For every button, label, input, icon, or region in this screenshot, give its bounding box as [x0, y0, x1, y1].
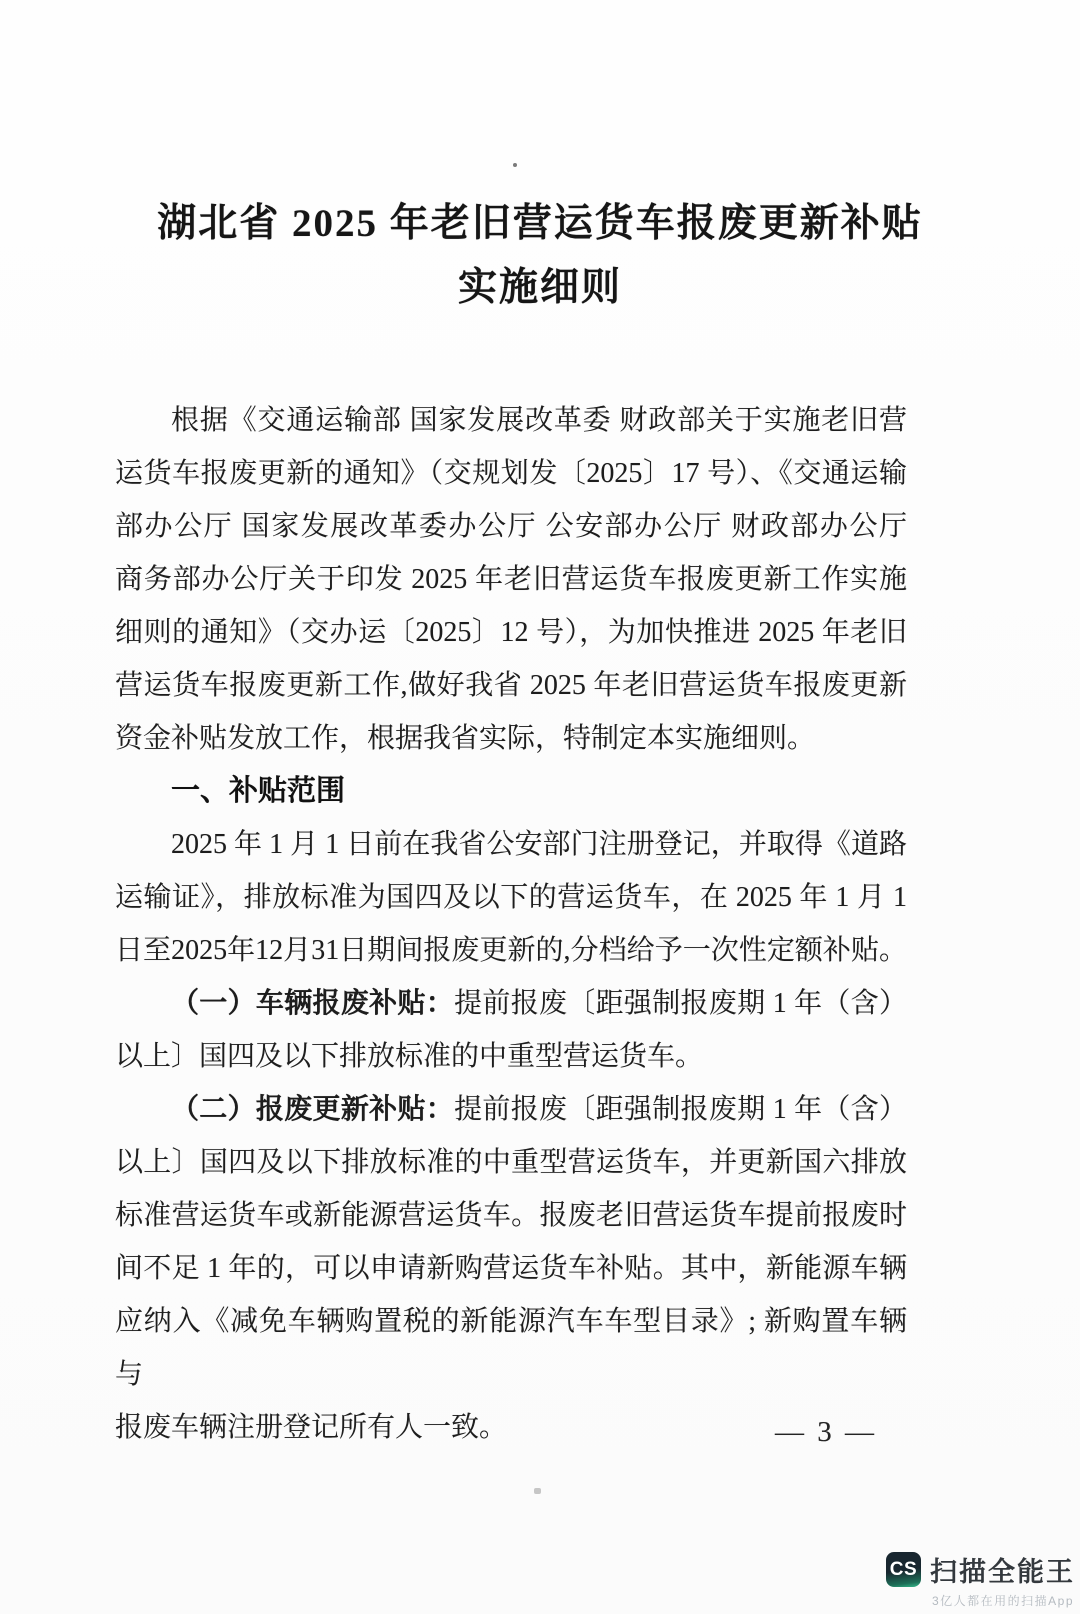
line-text: 部办公厅 国家发展改革委办公厅 公安部办公厅 财政部办公厅 — [115, 511, 907, 542]
camscanner-tagline: 3亿人都在用的扫描App — [931, 1594, 1074, 1608]
line-text: 间不足 1 年的，可以申请新购营运货车补贴。其中，新能源车辆 — [115, 1253, 907, 1284]
text-line — [115, 1295, 907, 1401]
text-line — [115, 1189, 907, 1242]
camscanner-logo-icon — [886, 1552, 921, 1587]
text-line — [115, 871, 907, 924]
clause-lead: （一）车辆报废补贴： — [171, 988, 455, 1019]
camscanner-app-name: 扫描全能王 — [930, 1557, 1075, 1587]
camscanner-logo-text: CS — [889, 1558, 918, 1580]
document-body — [115, 394, 907, 1454]
text-line — [115, 659, 907, 712]
text-line — [115, 1242, 907, 1295]
text-line — [115, 394, 907, 447]
document-title-line-1: 湖北省 2025 年老旧营运货车报废更新补贴 — [157, 202, 923, 245]
line-text: 一、补贴范围 — [171, 775, 346, 807]
scan-speck-top — [513, 163, 517, 167]
text-line — [115, 818, 907, 871]
camscanner-watermark — [886, 1550, 1075, 1609]
line-text: 提前报废〔距强制报废期 1 年（含） — [454, 1094, 907, 1125]
line-text: 运货车报废更新的通知》（交规划发〔2025〕17 号）、《交通运输 — [115, 458, 907, 489]
text-line — [115, 606, 907, 659]
text-line — [115, 1136, 907, 1189]
text-line — [115, 447, 907, 500]
line-text: 报废车辆注册登记所有人一致。 — [115, 1412, 508, 1443]
text-line — [115, 1030, 907, 1083]
text-line — [115, 553, 907, 606]
text-line — [115, 1083, 907, 1136]
line-text: 标准营运货车或新能源营运货车。报废老旧营运货车提前报废时 — [115, 1200, 907, 1231]
line-text: 以上〕国四及以下排放标准的中重型营运货车。 — [115, 1041, 704, 1072]
text-line — [115, 712, 907, 765]
line-text: 应纳入《减免车辆购置税的新能源汽车车型目录》; 新购置车辆与 — [115, 1306, 907, 1390]
section-heading — [115, 765, 907, 818]
line-text: 以上〕国四及以下排放标准的中重型营运货车，并更新国六排放 — [115, 1147, 907, 1178]
camscanner-watermark-row — [886, 1550, 1075, 1589]
line-text: 运输证》，排放标准为国四及以下的营运货车，在 2025 年 1 月 1 — [115, 882, 907, 913]
line-text: 根据《交通运输部 国家发展改革委 财政部关于实施老旧营 — [171, 405, 907, 436]
page-number: — 3 — — [775, 1416, 877, 1448]
document-title-line-2: 实施细则 — [457, 266, 622, 309]
line-text: 商务部办公厅关于印发 2025 年老旧营运货车报废更新工作实施 — [115, 564, 907, 595]
line-text: 提前报废〔距强制报废期 1 年（含） — [454, 988, 907, 1019]
line-text: 资金补贴发放工作，根据我省实际，特制定本实施细则。 — [115, 723, 816, 754]
clause-lead: （二）报废更新补贴： — [171, 1094, 455, 1125]
line-text: 营运货车报废更新工作,做好我省 2025 年老旧营运货车报废更新 — [115, 670, 907, 701]
text-line — [115, 977, 907, 1030]
text-line — [115, 500, 907, 553]
line-text: 2025 年 1 月 1 日前在我省公安部门注册登记，并取得《道路 — [171, 829, 907, 860]
document-title — [0, 192, 1080, 320]
text-line — [115, 924, 907, 977]
scan-speck-bottom — [534, 1488, 541, 1494]
line-text: 日至2025年12月31日期间报废更新的,分档给予一次性定额补贴。 — [115, 935, 907, 966]
line-text: 细则的通知》（交办运〔2025〕12 号），为加快推进 2025 年老旧 — [115, 617, 907, 648]
